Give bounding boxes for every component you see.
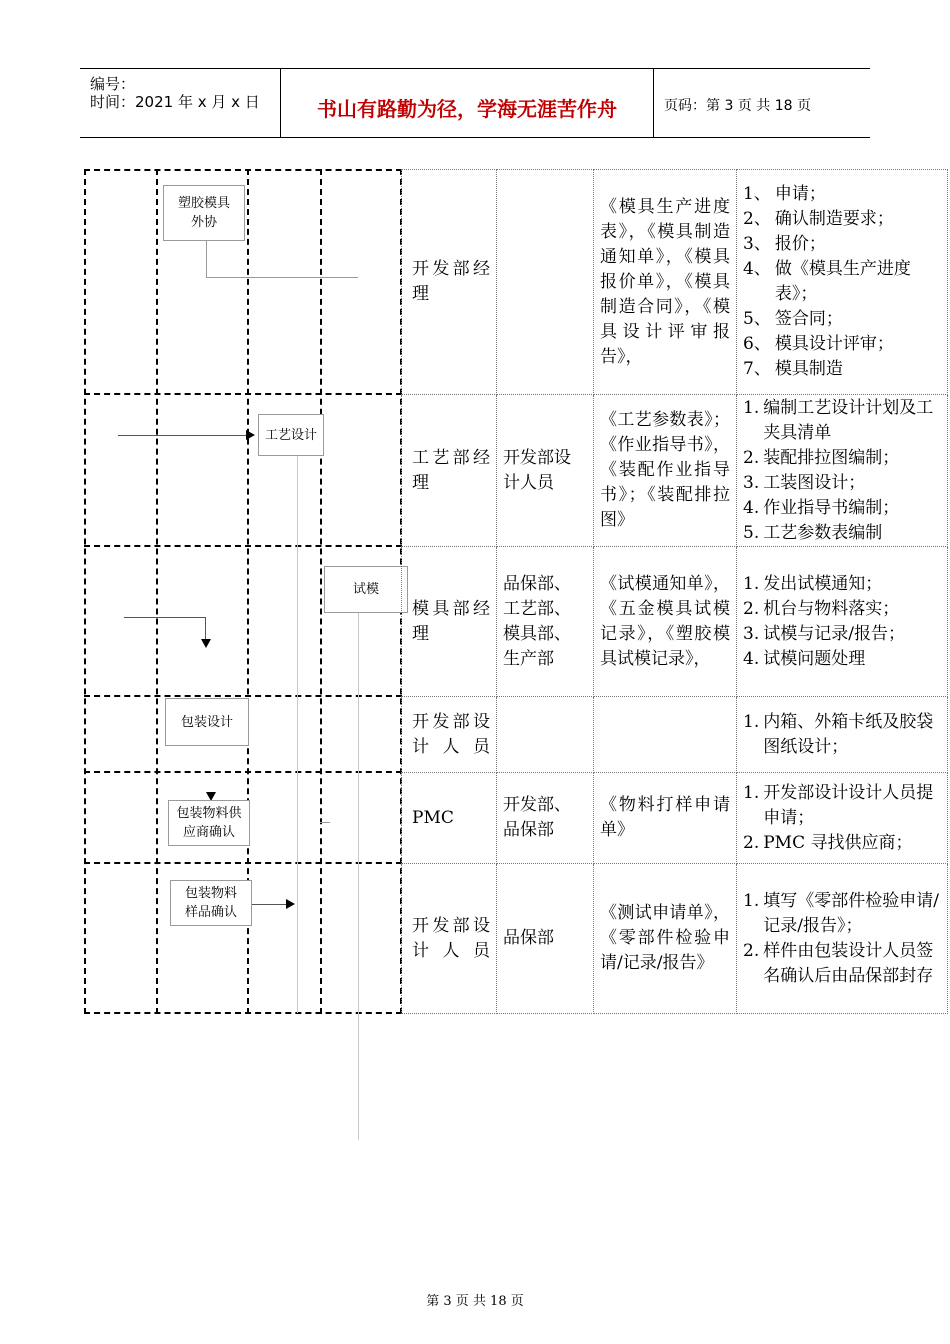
list-item: [743, 781, 941, 831]
step-number: 3.: [743, 623, 760, 644]
dept-cell: 品保部、工艺部、模具部、生产部: [497, 547, 594, 697]
lane-divider: [156, 169, 158, 1014]
table-row: [402, 773, 948, 864]
step-number: 4、: [743, 259, 771, 279]
step-number: 1.: [743, 397, 760, 418]
step-text: 机台与物料落实；: [763, 598, 900, 619]
lane-divider: [320, 169, 322, 1014]
step-number: 2.: [743, 598, 760, 619]
step-text: 申请；: [774, 184, 826, 204]
docs-cell: 《物料打样申请单》: [594, 773, 737, 864]
dept-cell: [497, 697, 594, 773]
dept-cell: [497, 170, 594, 395]
arrow-head-icon: [246, 430, 255, 440]
step-text: 模具设计评审；: [774, 334, 894, 354]
process-box-package-supplier: 包装物料供应商确认: [168, 800, 250, 846]
step-number: 5、: [743, 309, 771, 329]
step-text: PMC 寻找供应商；: [763, 832, 913, 853]
connector-line: [206, 240, 207, 278]
table-row: [402, 864, 948, 1014]
row-divider: [84, 695, 402, 697]
number-label: 编号：: [90, 75, 136, 93]
list-item: [743, 572, 941, 597]
steps-cell: [737, 697, 948, 773]
page-header: [80, 68, 870, 138]
step-text: 开发部设计设计人员提申请；: [763, 782, 934, 828]
process-box-process-design: 工艺设计: [258, 414, 324, 456]
list-item: [743, 710, 941, 760]
arrow-head-icon: [201, 639, 211, 648]
arrow-line: [205, 617, 206, 641]
table-row: [402, 547, 948, 697]
process-box-package-sample: 包装物料样品确认: [170, 880, 252, 926]
step-text: 作业指导书编制；: [763, 497, 900, 518]
header-meta-cell: [80, 69, 281, 137]
step-number: 1.: [743, 782, 760, 803]
dept-cell: 品保部: [497, 864, 594, 1014]
owner-cell: 开发部设计人员: [402, 864, 497, 1014]
table-row: [402, 170, 948, 395]
docs-cell: 《测试申请单》，《零部件检验申请/记录/报告》: [594, 864, 737, 1014]
dept-cell: 开发部设计人员: [497, 395, 594, 547]
dept-cell: 开发部、品保部: [497, 773, 594, 864]
list-item: [743, 232, 941, 257]
docs-cell: 《模具生产进度表》，《模具制造通知单》，《模具报价单》，《模具制造合同》，《模具设计评审报告》，: [594, 170, 737, 395]
step-text: 发出试模通知；: [763, 573, 883, 594]
step-number: 6、: [743, 334, 771, 354]
step-number: 1.: [743, 711, 760, 732]
connector-line: [320, 822, 330, 823]
step-number: 2.: [743, 940, 760, 961]
row-divider: [84, 862, 402, 864]
owner-cell: PMC: [402, 773, 497, 864]
step-number: 1.: [743, 573, 760, 594]
process-box-trial-mold: 试模: [324, 566, 408, 613]
list-item: [743, 521, 941, 546]
row-divider: [84, 771, 402, 773]
step-text: 报价；: [774, 234, 826, 254]
process-box-mold-outsource: 塑胶模具外协: [163, 185, 245, 241]
step-number: 5.: [743, 522, 760, 543]
steps-cell: [737, 864, 948, 1014]
header-motto: 书山有路勤为径，学海无涯苦作舟: [317, 97, 617, 121]
arrow-line: [252, 904, 288, 905]
list-item: [743, 446, 941, 471]
list-item: [743, 471, 941, 496]
step-text: 内箱、外箱卡纸及胶袋图纸设计；: [763, 711, 934, 757]
process-table: [401, 169, 948, 1014]
list-item: [743, 496, 941, 521]
step-text: 填写《零部件检验申请/记录/报告》；: [763, 890, 939, 936]
step-text: 签合同；: [774, 309, 843, 329]
steps-cell: [737, 395, 948, 547]
step-text: 样件由包装设计人员签名确认后由品保部封存: [763, 940, 934, 986]
list-item: [743, 207, 941, 232]
step-text: 装配排拉图编制；: [763, 447, 900, 468]
steps-cell: [737, 547, 948, 697]
step-number: 7、: [743, 359, 771, 379]
list-item: [743, 939, 941, 989]
process-box-package-design: 包装设计: [165, 698, 249, 746]
arrow-line: [118, 435, 248, 436]
arrow-line: [124, 617, 206, 618]
list-item: [743, 889, 941, 939]
row-divider: [84, 169, 402, 171]
list-item: [743, 597, 941, 622]
step-number: 2、: [743, 209, 771, 229]
owner-cell: 开发部经理: [402, 170, 497, 395]
header-motto-cell: [281, 69, 654, 137]
step-number: 1.: [743, 890, 760, 911]
row-divider: [84, 1012, 402, 1014]
step-number: 3、: [743, 234, 771, 254]
date-label: 时间：2021 年 x 月 x 日: [90, 93, 260, 111]
step-number: 4.: [743, 497, 760, 518]
step-text: 做《模具生产进度表》；: [774, 259, 911, 304]
step-number: 4.: [743, 648, 760, 669]
owner-cell: 模具部经理: [402, 547, 497, 697]
docs-cell: 《工艺参数表》；《作业指导书》，《装配作业指导书》；《装配排拉图》: [594, 395, 737, 547]
step-number: 1、: [743, 184, 771, 204]
list-item: [743, 307, 941, 332]
connector-line: [206, 277, 358, 278]
arrow-head-icon: [286, 899, 295, 909]
table-row: [402, 697, 948, 773]
step-text: 工艺参数表编制: [763, 522, 883, 543]
header-page-cell: [654, 69, 870, 137]
step-number: 2.: [743, 832, 760, 853]
step-text: 试模问题处理: [763, 648, 866, 669]
row-divider: [84, 393, 402, 395]
docs-cell: [594, 697, 737, 773]
row-divider: [84, 545, 402, 547]
step-text: 编制工艺设计计划及工夹具清单: [763, 397, 934, 443]
owner-cell: 工艺部经理: [402, 395, 497, 547]
list-item: [743, 396, 941, 446]
list-item: [743, 332, 941, 357]
list-item: [743, 357, 941, 382]
list-item: [743, 257, 941, 307]
step-text: 模具制造: [774, 359, 843, 379]
step-text: 确认制造要求；: [774, 209, 894, 229]
list-item: [743, 647, 941, 672]
page-number-label: 页码：第 3 页 共 18 页: [664, 98, 811, 114]
docs-cell: 《试模通知单》，《五金模具试模记录》，《塑胶模具试模记录》，: [594, 547, 737, 697]
page-footer: 第 3 页 共 18 页: [426, 1294, 524, 1309]
lane-divider: [84, 169, 86, 1014]
step-number: 3.: [743, 472, 760, 493]
owner-cell: 开发部设计人员: [402, 697, 497, 773]
step-text: 工装图设计；: [763, 472, 866, 493]
steps-cell: [737, 773, 948, 864]
steps-cell: [737, 170, 948, 395]
connector-line: [297, 455, 298, 1013]
step-number: 2.: [743, 447, 760, 468]
list-item: [743, 622, 941, 647]
step-text: 试模与记录/报告；: [763, 623, 905, 644]
list-item: [743, 182, 941, 207]
table-row: [402, 395, 948, 547]
connector-line: [358, 612, 359, 1140]
list-item: [743, 831, 941, 856]
